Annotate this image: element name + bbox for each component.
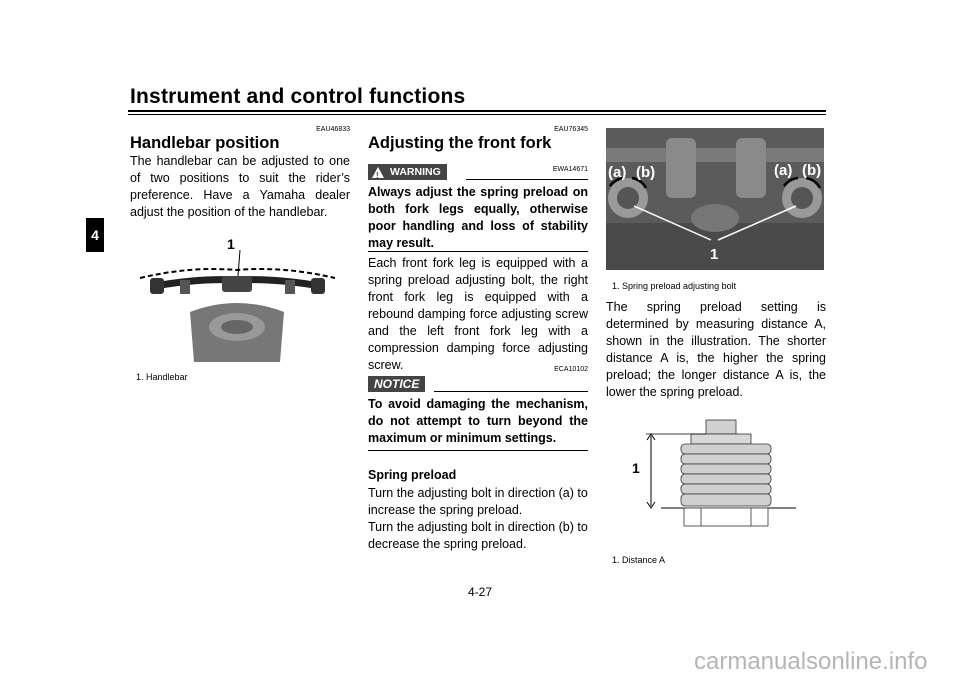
spring-preload-para-a: Turn the adjusting bolt in direction (a) to increase the spring preload. (368, 486, 588, 517)
spring-preload-measure-text: The spring preload setting is determined by measuring distance A, shown in the illustration. The shorter distance A is, the higher the spring preload; the longer distance A is, the lower the spring preload. (606, 300, 826, 399)
fig-label-a-right: (a) (774, 162, 793, 179)
warning-code: EWA14671 (552, 166, 588, 173)
section-code: EAU46833 (316, 126, 350, 133)
notice-code: ECA10102 (554, 366, 588, 373)
distance-a-callout: 1 (632, 460, 640, 476)
handlebar-figure (130, 232, 345, 362)
page-header-title: Instrument and control functions (130, 85, 466, 108)
fig-label-1: 1 (710, 246, 719, 263)
warning-text: Always adjust the spring preload on both fork legs equally, otherwise poor handling and loss of stability may result. (368, 185, 588, 250)
spring-preload-subhead: Spring preload (368, 468, 457, 482)
distance-a-caption: 1. Distance A (612, 555, 666, 565)
header-rule-thin (128, 114, 826, 115)
warning-label: WARNING (390, 166, 441, 178)
front-fork-para1: Each front fork leg is equipped with a spring preload adjusting bolt, the right front fork leg is equipped with a rebound damping force adjusting screw and the left front fork leg with a compression damping force adjusting screw. (368, 256, 588, 372)
watermark[interactable]: carmanualsonline.info (694, 648, 928, 675)
header-rule (128, 110, 826, 112)
fig-label-b-right: (b) (802, 162, 822, 179)
chapter-tab[interactable]: 4 (86, 218, 104, 252)
warning-end-rule (368, 251, 588, 252)
fork-top-caption: 1. Spring preload adjusting bolt (612, 281, 737, 291)
handlebar-callout: 1 (227, 236, 235, 252)
handlebar-body: The handlebar can be adjusted to one of two positions to suit the rider’s preference. Have a Yamaha dealer adjust the position of the handlebar. (130, 154, 350, 219)
spring-preload-para-b: Turn the adjusting bolt in direction (b) to decrease the spring preload. (368, 520, 588, 551)
handlebar-caption: 1. Handlebar (136, 372, 188, 382)
distance-a-figure (606, 408, 824, 533)
notice-text: To avoid damaging the mechanism, do not attempt to turn beyond the maximum or minimum settings. (368, 397, 588, 445)
notice-badge: NOTICE (368, 376, 425, 392)
fig-label-a-left: (a) (608, 164, 627, 181)
fig-label-b-left: (b) (636, 164, 656, 181)
warning-icon: ! (372, 167, 384, 178)
warning-badge (368, 164, 447, 180)
section-title-handlebar: Handlebar position (130, 134, 280, 152)
notice-rule (434, 391, 588, 392)
warning-rule (466, 179, 588, 180)
fork-top-figure (606, 128, 824, 270)
page-number: 4-27 (467, 585, 493, 599)
section-title-front-fork: Adjusting the front fork (368, 134, 552, 152)
section-code: EAU76345 (554, 126, 588, 133)
notice-end-rule (368, 450, 588, 451)
